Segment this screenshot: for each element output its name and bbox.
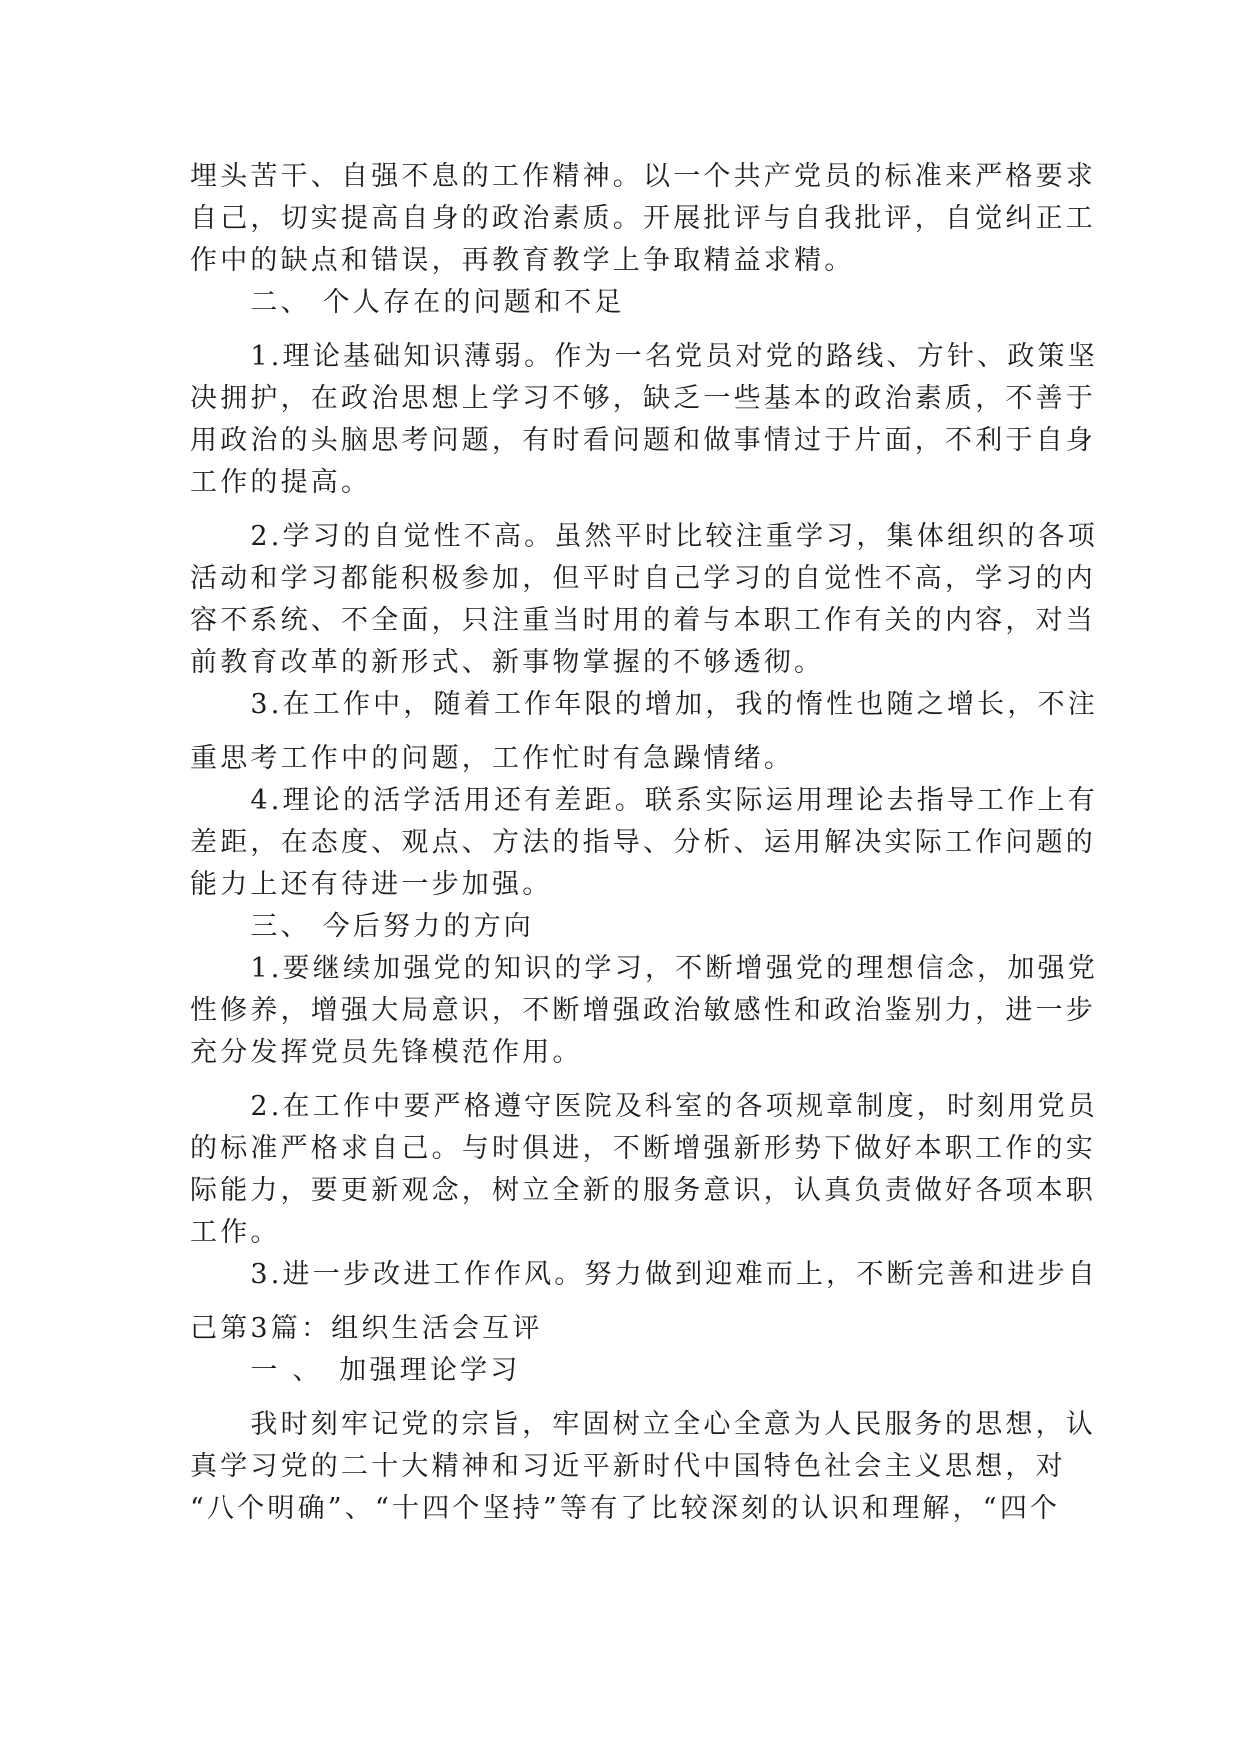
text-line: 决拥护，在政治思想上学习不够，缺乏一些基本的政治素质，不善于: [190, 383, 1096, 414]
paragraph-gap: [190, 726, 1050, 738]
paragraph-gap: [190, 504, 1050, 516]
text-line: 容不系统、不全面，只注重当时用的着与本职工作有关的内容，对当: [190, 605, 1096, 636]
paragraph-gap: [190, 1392, 1050, 1404]
section-heading-3: 三、 今后努力的方向: [190, 911, 534, 942]
text-line: 埋头苦干、自强不息的工作精神。以一个共产党员的标准来严格要求: [190, 161, 1096, 192]
section-heading-1: 一 、 加强理论学习: [190, 1355, 521, 1386]
text-line: 性修养，增强大局意识，不断增强政治敏感性和政治鉴别力，进一步: [190, 995, 1096, 1026]
text-line: 3.在工作中，随着工作年限的增加，我的惰性也随之增长，不注: [190, 689, 1098, 720]
text-line: 我时刻牢记党的宗旨，牢固树立全心全意为人民服务的思想，认: [190, 1409, 1096, 1440]
text-line: 自己，切实提高自身的政治素质。开展批评与自我批评，自觉纠正工: [190, 203, 1096, 234]
text-line: 4.理论的活学活用还有差距。联系实际运用理论去指导工作上有: [190, 785, 1098, 816]
text-line: 重思考工作中的问题，工作忙时有急躁情绪。: [190, 743, 794, 774]
text-line: 前教育改革的新形式、新事物掌握的不够透彻。: [190, 647, 825, 678]
text-line: 用政治的头脑思考问题，有时看问题和做事情过于片面，不利于自身: [190, 425, 1096, 456]
text-line: 充分发挥党员先锋模范作用。: [190, 1037, 583, 1068]
text-line: 差距，在态度、观点、方法的指导、分析、运用解决实际工作问题的: [190, 827, 1096, 858]
paragraph-gap: [190, 1074, 1050, 1086]
text-line: 1.要继续加强党的知识的学习，不断增强党的理想信念，加强党: [190, 953, 1098, 984]
text-line: 活动和学习都能积极参加，但平时自己学习的自觉性不高，学习的内: [190, 563, 1096, 594]
text-line: 3.进一步改进工作作风。努力做到迎难而上，不断完善和进步自: [190, 1259, 1098, 1290]
text-line: 际能力，要更新观念，树立全新的服务意识，认真负责做好各项本职: [190, 1175, 1096, 1206]
text-line: 真学习党的二十大精神和习近平新时代中国特色社会主义思想，对: [190, 1451, 1066, 1482]
paragraph-gap: [190, 324, 1050, 336]
text-line: 2.学习的自觉性不高。虽然平时比较注重学习，集体组织的各项: [190, 521, 1098, 552]
text-line: 能力上还有待进一步加强。: [190, 869, 553, 900]
text-line: 作中的缺点和错误，再教育教学上争取精益求精。: [190, 245, 855, 276]
text-line: 工作。: [190, 1217, 281, 1248]
document-body: [190, 156, 1098, 1530]
paragraph-gap: [190, 1296, 1050, 1308]
text-line: 工作的提高。: [190, 467, 372, 498]
text-line: “八个明确”、“十四个坚持”等有了比较深刻的认识和理解，“四个: [190, 1493, 1061, 1524]
text-line: 2.在工作中要严格遵守医院及科室的各项规章制度，时刻用党员: [190, 1091, 1098, 1122]
text-line: 1.理论基础知识薄弱。作为一名党员对党的路线、方针、政策坚: [190, 341, 1098, 372]
text-line: 的标准严格求自己。与时俱进，不断增强新形势下做好本职工作的实: [190, 1133, 1096, 1164]
article-title-line: 己第3篇：组织生活会互评: [190, 1313, 543, 1344]
section-heading-2: 二、 个人存在的问题和不足: [190, 287, 625, 318]
